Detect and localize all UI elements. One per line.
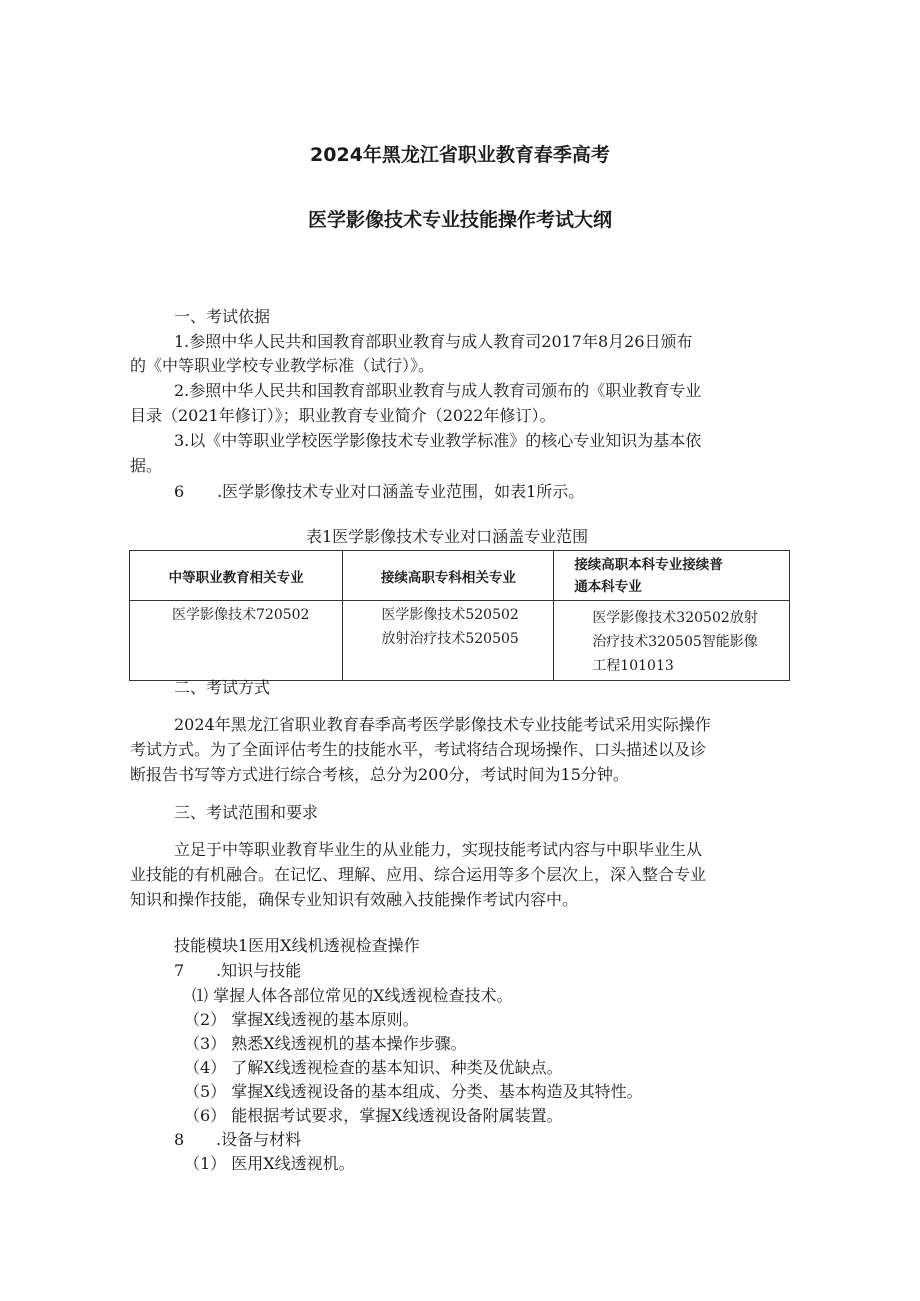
module1-item-4: （4） 了解X线透视检查的基本知识、种类及优缺点。 <box>184 1058 563 1077</box>
module1-item-6: （6） 能根据考试要求，掌握X线透视设备附属装置。 <box>184 1106 563 1125</box>
table-cell-text: 工程101013 <box>592 658 674 674</box>
section1-item1-line1: 1.参照中华人民共和国教育部职业教育与成人教育司2017年8月26日颁布 <box>174 332 693 351</box>
section1-item4-text: .医学影像技术专业对口涵盖专业范围，如表1所示。 <box>217 482 585 501</box>
module1-item-1: ⑴ 掌握人体各部位常见的X线透视检查技术。 <box>192 986 513 1005</box>
module1-sub1-text: .知识与技能 <box>216 961 302 980</box>
section1-item2-line1: 2.参照中华人民共和国教育部职业教育与成人教育司颁布的《职业教育专业 <box>174 381 702 400</box>
section1-item2-line2: 目录（2021年修订）》；职业教育专业简介（2022年修订）。 <box>130 406 556 425</box>
table-cell-text: 治疗技术320505智能影像 <box>592 634 758 650</box>
module1-sub1-number: 7 <box>174 961 185 980</box>
section1-item1-line2: 的《中等职业学校专业教学标准（试行）》。 <box>130 356 435 375</box>
page-title-line1: 2024年黑龙江省职业教育春季高考 <box>310 144 610 166</box>
table-header-undergraduate <box>554 551 790 601</box>
section3-heading: 三、考试范围和要求 <box>174 803 319 822</box>
table-header-vocational-college: 接续高职专科相关专业 <box>343 551 554 601</box>
table-cell-text: 放射治疗技术520505 <box>381 631 519 647</box>
section3-paragraph-line1: 立足于中等职业教育毕业生的从业能力，实现技能考试内容与中职毕业生从 <box>174 840 703 859</box>
module1-sub2-text: .设备与材料 <box>216 1130 302 1149</box>
module1-title: 技能模块1医用X线机透视检查操作 <box>174 936 420 955</box>
table-cell-text: 医学影像技术720502 <box>172 607 310 623</box>
section2-paragraph-line1: 2024年黑龙江省职业教育春季高考医学影像技术专业技能考试采用实际操作 <box>174 715 711 734</box>
table-row <box>130 601 790 681</box>
section1-item3-line2: 据。 <box>130 456 163 475</box>
section1-item3-line1: 3.以《中等职业学校医学影像技术专业教学标准》的核心专业知识为基本依 <box>174 431 702 450</box>
table-cell-vocational-college <box>343 601 554 681</box>
table-cell-undergraduate <box>554 601 790 681</box>
section1-item4-number: 6 <box>174 482 185 501</box>
table-header-row <box>130 551 790 601</box>
table-cell-text: 医学影像技术520502 <box>381 607 519 623</box>
section2-paragraph-line2: 考试方式。为了全面评估考生的技能水平，考试将结合现场操作、口头描述以及诊 <box>130 740 707 759</box>
section2-heading: 二、考试方式 <box>174 678 271 697</box>
module1-item-3: （3） 熟悉X线透视机的基本操作步骤。 <box>184 1034 467 1053</box>
major-scope-table <box>129 550 790 681</box>
table-header-undergraduate-line2: 通本科专业 <box>574 578 642 595</box>
table-cell-text: 医学影像技术320502放射 <box>592 610 758 626</box>
module1-item-5: （5） 掌握X线透视设备的基本组成、分类、基本构造及其特性。 <box>184 1082 643 1101</box>
section3-paragraph-line3: 知识和操作技能，确保专业知识有效融入技能操作考试内容中。 <box>130 890 579 909</box>
table-header-undergraduate-line1: 接续高职本科专业接续普 <box>574 556 723 573</box>
section2-paragraph-line3: 断报告书写等方式进行综合考核，总分为200分，考试时间为15分钟。 <box>130 765 629 784</box>
section1-heading: 一、考试依据 <box>174 307 271 326</box>
section3-paragraph-line2: 业技能的有机融合。在记忆、理解、应用、综合运用等多个层次上，深入整合专业 <box>130 865 707 884</box>
module1-sub2-number: 8 <box>174 1130 185 1149</box>
table-header-secondary: 中等职业教育相关专业 <box>130 551 343 601</box>
table-cell-secondary <box>130 601 343 681</box>
table-caption: 表1医学影像技术专业对口涵盖专业范围 <box>306 527 589 546</box>
page-title-line2: 医学影像技术专业技能操作考试大纲 <box>307 209 612 231</box>
module1-item-2: （2） 掌握X线透视的基本原则。 <box>184 1010 419 1029</box>
module1-equip-item-1: （1） 医用X线透视机。 <box>184 1154 355 1173</box>
